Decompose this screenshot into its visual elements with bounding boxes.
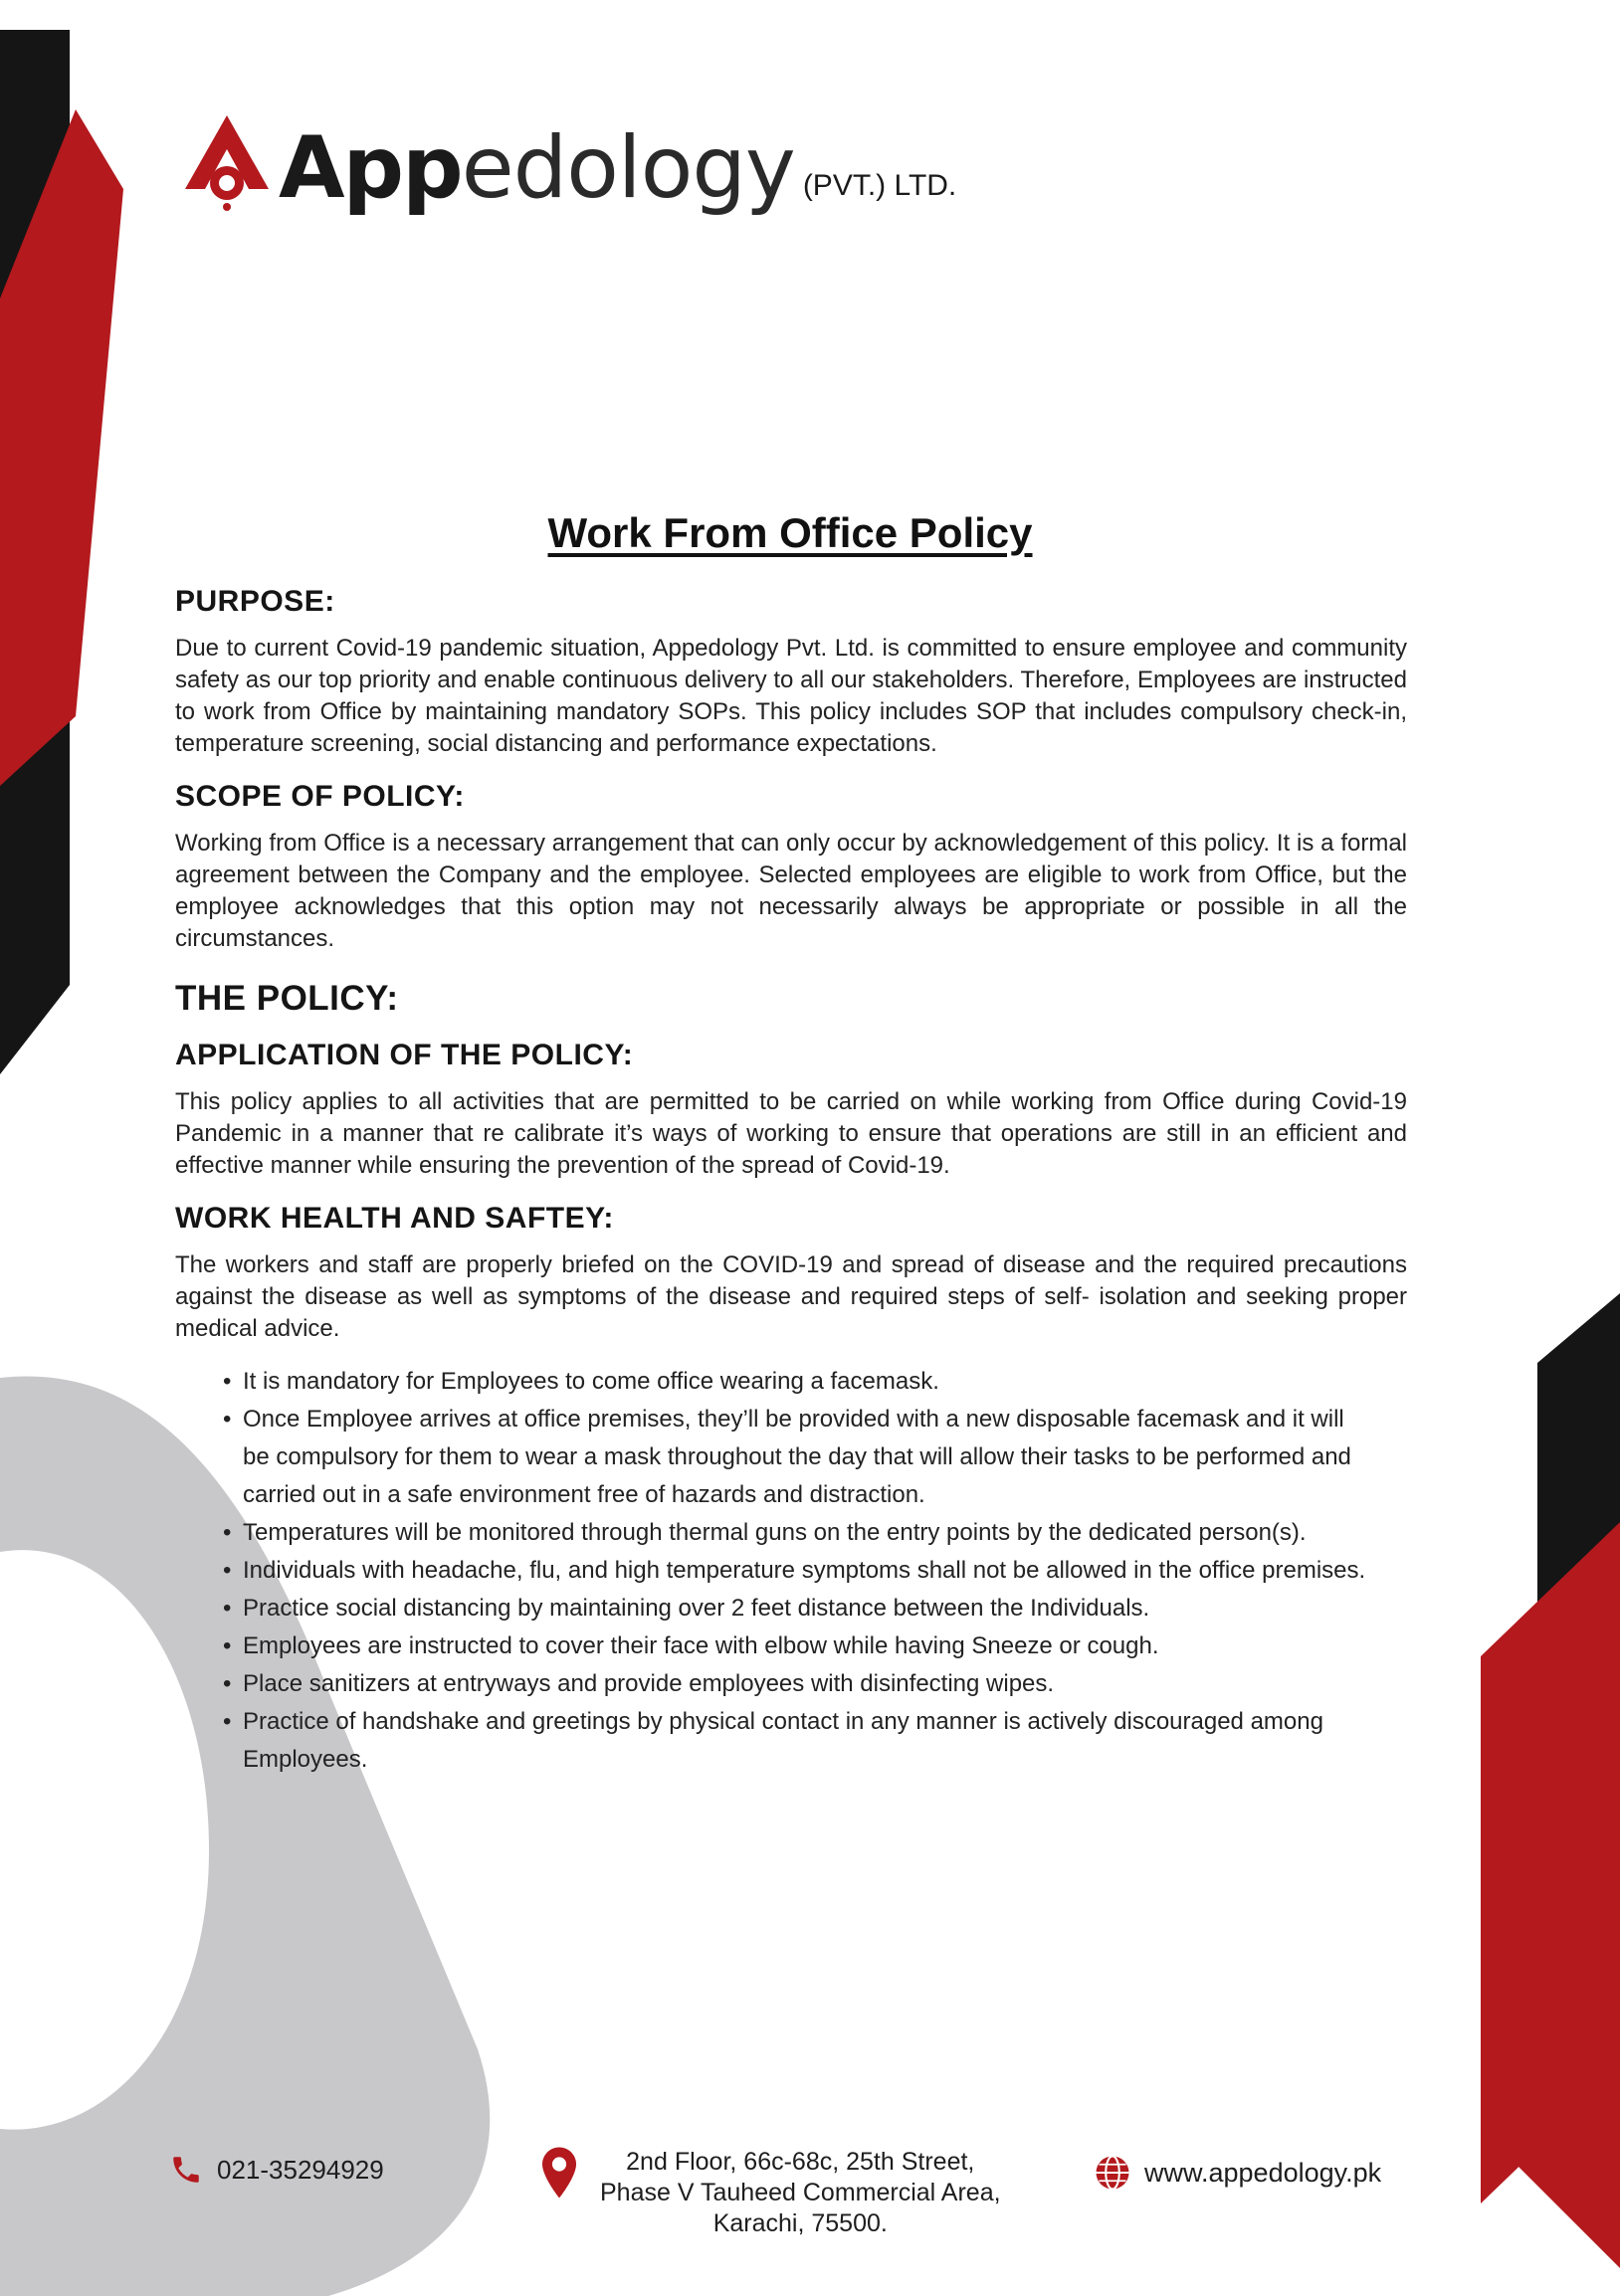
policy-document — [173, 509, 1407, 1779]
scope-body: Working from Office is a necessary arrangement that can only occur by acknowledgement of this policy. It is a formal agreement between the Company and the employee. Selected employees are eligible to work from Office, but the employee acknowledges that this option may not necessarily always be appropriate or possible in all the circumstances. — [175, 830, 1407, 952]
logo-suffix: (PVT.) LTD. — [802, 169, 957, 202]
list-item: • Once Employee arrives at office premises, they’ll be provided with a new disposable facemask and it will be compulsory for them to wear a mask throughout the day that will allow their tasks to be performed and carried out in a safe environment free of hazards and distraction. — [223, 1401, 1367, 1514]
document-title: Work From Office Policy — [547, 509, 1033, 556]
purpose-heading: PURPOSE: — [175, 585, 335, 618]
scope-heading: SCOPE OF POLICY: — [175, 780, 465, 813]
list-item: • Place sanitizers at entryways and provide employees with disinfecting wipes. — [223, 1665, 1367, 1703]
list-item: • Temperatures will be monitored through thermal guns on the entry points by the dedicated person(s). — [223, 1514, 1367, 1552]
application-heading: APPLICATION OF THE POLICY: — [175, 1039, 634, 1071]
footer-address — [542, 2147, 1001, 2239]
page-footer — [0, 2147, 1620, 2256]
website-link[interactable]: www.appedology.pk — [1144, 2157, 1382, 2188]
health-body: The workers and staff are properly briefed on the COVID-19 and spread of disease and the required precautions against the disease as well as symptoms of the disease and required steps of self- isolation and seeking proper medical advice. — [175, 1251, 1407, 1342]
appedology-logo-icon — [177, 111, 277, 211]
address-line-3: Karachi, 75500. — [712, 2209, 888, 2237]
globe-icon — [1095, 2155, 1130, 2191]
phone-number: 021-35294929 — [217, 2154, 384, 2185]
application-body: This policy applies to all activities that are permitted to be carried on while working from Office during Covid-19 Pandemic in a manner that re calibrate it’s ways of working to ensure that operations are still in an efficient and effective manner while ensuring the prevention of the spread of Covid-19. — [175, 1088, 1407, 1179]
address-line-2: Phase V Tauheed Commercial Area, — [600, 2179, 1001, 2206]
footer-phone — [169, 2153, 384, 2187]
list-item: • Employees are instructed to cover their face with elbow while having Sneeze or cough. — [223, 1627, 1367, 1665]
footer-website — [1095, 2155, 1381, 2191]
phone-icon — [169, 2153, 203, 2187]
address-line-1: 2nd Floor, 66c-68c, 25th Street, — [626, 2148, 975, 2176]
list-item: • Practice social distancing by maintaining over 2 feet distance between the Individuals. — [223, 1590, 1367, 1627]
list-item: • It is mandatory for Employees to come office wearing a facemask. — [223, 1363, 1367, 1401]
list-item: • Individuals with headache, flu, and high temperature symptoms shall not be allowed in the office premises. — [223, 1552, 1367, 1590]
list-item: • Practice of handshake and greetings by physical contact in any manner is actively discouraged among Employees. — [223, 1703, 1367, 1779]
company-logo — [177, 92, 957, 218]
location-pin-icon — [542, 2147, 576, 2199]
logo-wordmark-bold: App — [279, 118, 462, 218]
health-heading: WORK HEALTH AND SAFTEY: — [175, 1202, 614, 1235]
purpose-body: Due to current Covid-19 pandemic situation, Appedology Pvt. Ltd. is committed to ensure employee and community safety as our top priority and enable continuous delivery to all our stakeholders. Therefore, Employees are instructed to work from Office by maintaining mandatory SOPs. This policy includes SOP that includes compulsory check-in, temperature screening, social distancing and performance expectations. — [175, 635, 1407, 757]
policy-heading: THE POLICY: — [175, 979, 399, 1018]
safety-bullet-list — [173, 1363, 1407, 1779]
logo-wordmark-light: edology — [461, 118, 795, 218]
